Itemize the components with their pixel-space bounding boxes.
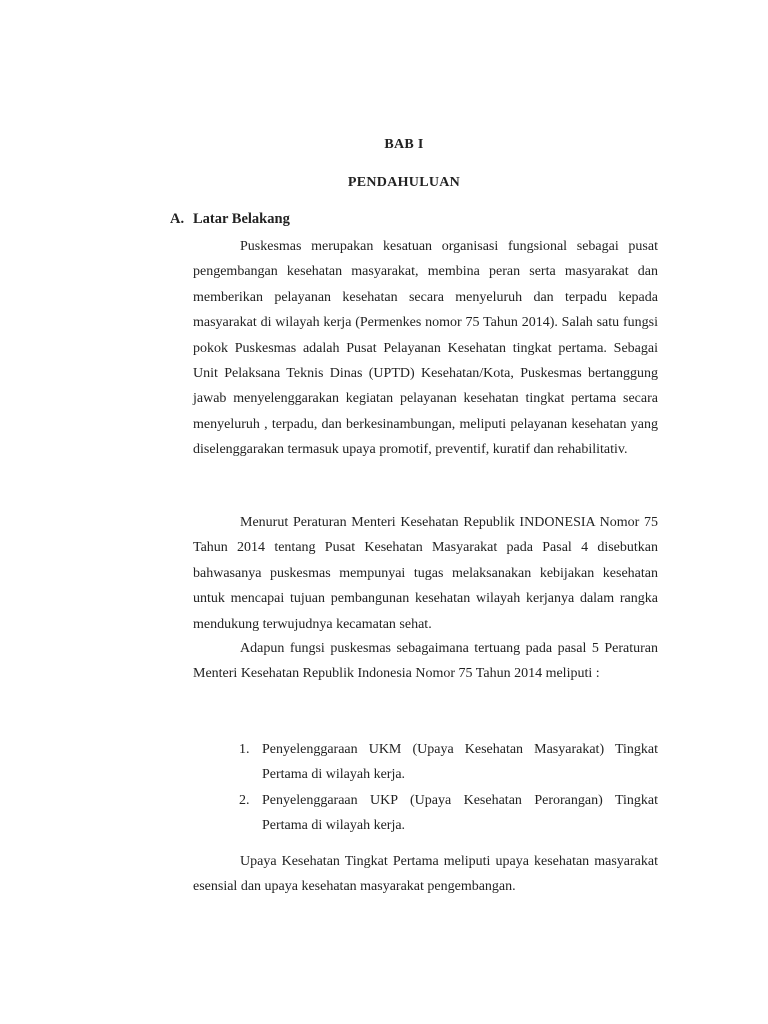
paragraph-fungsi-puskesmas: Adapun fungsi puskesmas sebagaimana tertuang pada pasal 5 Peraturan Menteri Kesehatan Republik Indonesia Nomor 75 Tahun 2014 meliputi : — [193, 641, 658, 682]
list-item-text: Penyelenggaraan UKM (Upaya Kesehatan Masyarakat) Tingkat Pertama di wilayah kerja. — [262, 742, 658, 783]
list-item — [239, 788, 658, 839]
list-item-number: 1. — [239, 742, 250, 757]
fungsi-list — [239, 737, 658, 839]
section-heading — [170, 211, 290, 228]
paragraph-upaya-kesehatan: Upaya Kesehatan Tingkat Pertama meliputi upaya kesehatan masyarakat esensial dan upaya kesehatan masyarakat pengembangan. — [193, 854, 658, 895]
paragraph-permenkes-pasal-4: Menurut Peraturan Menteri Kesehatan Republik INDONESIA Nomor 75 Tahun 2014 tentang Pusat Kesehatan Masyarakat pada Pasal 4 disebutkan bahwasanya puskesmas mempunyai tugas melaksanakan kebijakan kesehatan untuk mencapai tujuan pembangunan kesehatan wilayah kerjanya dalam rangka mendukung terwujudnya kecamatan sehat. — [193, 515, 658, 632]
list-item-text: Penyelenggaraan UKP (Upaya Kesehatan Perorangan) Tingkat Pertama di wilayah kerja. — [262, 792, 658, 834]
chapter-number: BAB I — [384, 137, 424, 152]
chapter-title: PENDAHULUAN — [347, 175, 461, 190]
section-title: Latar Belakang — [193, 211, 290, 227]
paragraph-puskesmas-definition: Puskesmas merupakan kesatuan organisasi fungsional sebagai pusat pengembangan kesehatan masyarakat, membina peran serta masyarakat dan memberikan pelayanan kesehatan secara menyeluruh dan terpadu kepada masyarakat di wilayah kerja (Permenkes nomor 75 Tahun 2014). Salah satu fungsi pokok Puskesmas adalah Pusat Pelayanan Kesehatan tingkat pertama. Sebagai Unit Pelaksana Teknis Dinas (UPTD) Kesehatan/Kota, Puskesmas bertanggung jawab menyelenggarakan kegiatan pelayanan kesehatan tingkat pertama secara menyeluruh , terpadu, dan berkesinambungan, meliputi pelayanan kesehatan yang diselenggarakan termasuk upaya promotif, preventif, kuratif dan rehabilitativ. — [193, 239, 658, 458]
list-item — [239, 737, 658, 788]
list-item-number: 2. — [239, 792, 250, 808]
section-letter: A. — [170, 211, 185, 227]
